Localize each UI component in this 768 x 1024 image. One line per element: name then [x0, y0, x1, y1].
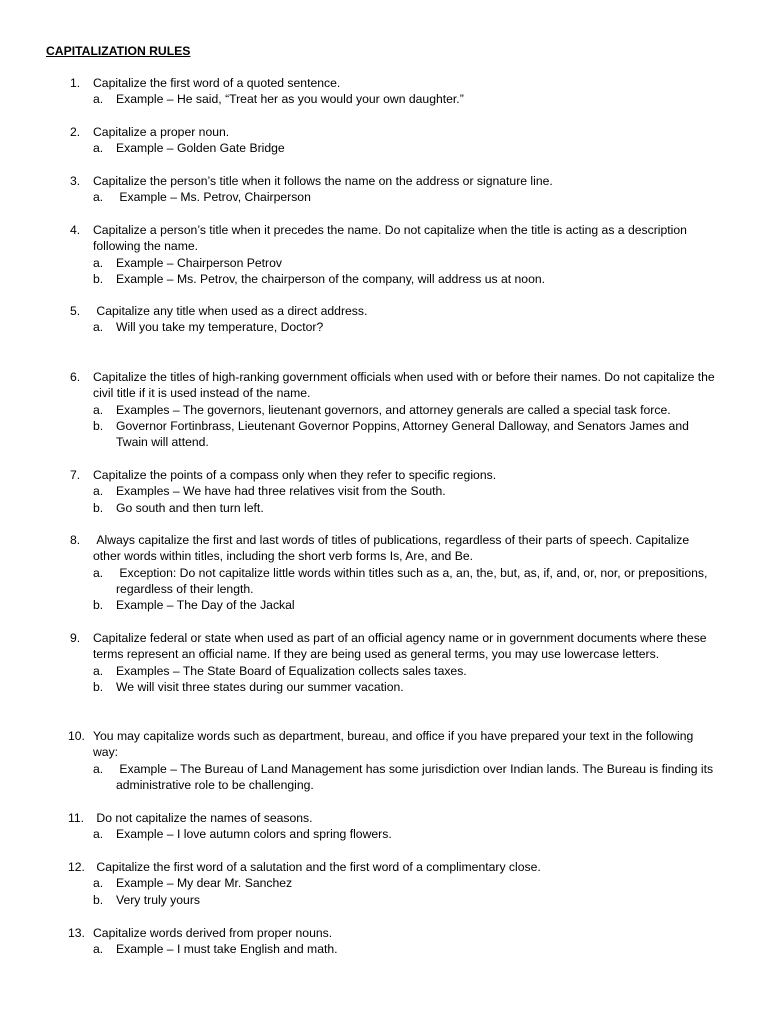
rule-subitem [0, 255, 768, 271]
subitem-letter: b. [93, 679, 104, 694]
rule-number: 9. [70, 631, 81, 645]
rule-subitem [0, 319, 768, 335]
rule-subitem [0, 761, 768, 794]
rule-text: Capitalize the first word of a quoted sentence. [93, 76, 341, 90]
subitem-text: Example – The Day of the Jackal [116, 598, 295, 613]
rule-text: Always capitalize the first and last words of titles of publications, regardless of their parts of speech. Capitalize other words within titles, including the short verb forms Is, Are, and Be. [93, 533, 693, 564]
subitem-letter: b. [93, 418, 104, 433]
rule-item [0, 810, 768, 843]
rule-number: 8. [70, 533, 81, 547]
rule-row [0, 810, 768, 826]
rule-subitem [0, 663, 768, 679]
subitem-text: Example – He said, “Treat her as you would your own daughter.” [116, 92, 464, 107]
rule-text: Capitalize a person’s title when it precedes the name. Do not capitalize when the title is acting as a description following the name. [93, 223, 691, 254]
rule-subitem [0, 271, 768, 287]
rule-subitem [0, 418, 768, 451]
subitem-text: Governor Fortinbrass, Lieutenant Governor Poppins, Attorney General Dalloway, and Senators James and Twain will attend. [116, 418, 693, 450]
rule-text: You may capitalize words such as department, bureau, and office if you have prepared your text in the following way: [93, 729, 697, 760]
rule-text: Capitalize federal or state when used as part of an official agency name or in government documents where these terms represent an official name. If they are being used as general terms, you may use lowercase letters. [93, 631, 710, 662]
rule-row [0, 124, 768, 140]
subitem-text: Examples – The State Board of Equalization collects sales taxes. [116, 663, 467, 678]
rule-subitem [0, 875, 768, 891]
rule-subitem [0, 941, 768, 957]
subitem-text: Example – My dear Mr. Sanchez [116, 876, 293, 891]
rule-subitem [0, 565, 768, 598]
rule-text: Capitalize any title when used as a direct address. [93, 304, 368, 318]
rule-row [0, 925, 768, 941]
rule-subitem [0, 140, 768, 156]
subitem-text: Go south and then turn left. [116, 500, 264, 515]
subitem-letter: b. [93, 271, 104, 286]
rule-subitem [0, 679, 768, 695]
subitem-letter: b. [93, 598, 104, 613]
document-title: CAPITALIZATION RULES [46, 44, 191, 58]
subitem-letter: b. [93, 892, 104, 907]
rule-number: 5. [70, 304, 81, 318]
subitem-letter: a. [93, 255, 104, 270]
rule-text: Capitalize the points of a compass only when they refer to specific regions. [93, 468, 497, 482]
rule-row [0, 222, 768, 255]
subitem-text: Will you take my temperature, Doctor? [116, 320, 324, 335]
rule-number: 13. [68, 926, 85, 940]
rule-item [0, 75, 768, 108]
subitem-letter: a. [93, 320, 104, 335]
rule-subitem [0, 500, 768, 516]
rule-item [0, 303, 768, 336]
subitem-text: Example – Chairperson Petrov [116, 255, 282, 270]
rule-item [0, 467, 768, 516]
rule-item [0, 728, 768, 793]
subitem-text: Examples – The governors, lieutenant governors, and attorney generals are called a special task force. [116, 402, 671, 417]
rule-number: 2. [70, 125, 81, 139]
rule-text: Capitalize the titles of high-ranking government officials when used with or before their names. Do not capitalize the civil title if it is used instead of the name. [93, 370, 719, 401]
rule-text: Capitalize a proper noun. [93, 125, 230, 139]
rule-subitem [0, 597, 768, 613]
rule-subitem [0, 189, 768, 205]
subitem-letter: a. [93, 876, 104, 891]
rule-subitem [0, 892, 768, 908]
subitem-text: Very truly yours [116, 892, 200, 907]
subitem-text: We will visit three states during our summer vacation. [116, 679, 404, 694]
rule-number: 1. [70, 76, 81, 90]
subitem-letter: a. [93, 565, 104, 580]
rule-item [0, 369, 768, 450]
subitem-text: Exception: Do not capitalize little words within titles such as a, an, the, but, as, if, and, or, nor, or prepositions, regardless of their length. [116, 565, 711, 596]
subitem-letter: a. [93, 92, 104, 107]
subitem-letter: a. [93, 663, 104, 678]
rule-text: Capitalize the person’s title when it follows the name on the address or signature line. [93, 174, 553, 188]
rule-item [0, 173, 768, 206]
rule-row [0, 630, 768, 663]
rule-number: 11. [68, 811, 85, 825]
subitem-text: Example – Ms. Petrov, the chairperson of the company, will address us at noon. [116, 271, 546, 286]
subitem-letter: a. [93, 827, 104, 842]
rule-subitem [0, 402, 768, 418]
rule-number: 12. [68, 860, 85, 874]
subitem-letter: a. [93, 761, 104, 776]
subitem-text: Examples – We have had three relatives visit from the South. [116, 484, 446, 499]
subitem-text: Example – The Bureau of Land Management has some jurisdiction over Indian lands. The Bureau is finding its administrative role to be challenging. [116, 761, 717, 792]
rule-text: Do not capitalize the names of seasons. [93, 811, 313, 825]
rule-number: 4. [70, 223, 81, 237]
subitem-letter: a. [93, 942, 104, 957]
rule-subitem [0, 826, 768, 842]
rule-row [0, 532, 768, 565]
subitem-text: Example – Golden Gate Bridge [116, 141, 285, 156]
rule-item [0, 124, 768, 157]
rule-row [0, 467, 768, 483]
subitem-text: Example – I love autumn colors and spring flowers. [116, 827, 392, 842]
subitem-letter: b. [93, 500, 104, 515]
rule-item [0, 925, 768, 958]
subitem-letter: a. [93, 190, 104, 205]
rule-item [0, 859, 768, 908]
subitem-text: Example – I must take English and math. [116, 942, 338, 957]
rule-number: 3. [70, 174, 81, 188]
subitem-letter: a. [93, 141, 104, 156]
rule-item [0, 222, 768, 287]
rule-item [0, 630, 768, 695]
rule-number: 7. [70, 468, 81, 482]
rule-number: 10. [68, 729, 85, 743]
rule-row [0, 303, 768, 319]
rule-subitem [0, 483, 768, 499]
rule-text: Capitalize the first word of a salutation and the first word of a complimentary close. [93, 860, 541, 874]
rule-subitem [0, 91, 768, 107]
rule-item [0, 532, 768, 613]
rule-row [0, 369, 768, 402]
subitem-letter: a. [93, 484, 104, 499]
subitem-letter: a. [93, 402, 104, 417]
rule-row [0, 728, 768, 761]
subitem-text: Example – Ms. Petrov, Chairperson [116, 190, 311, 205]
rule-row [0, 173, 768, 189]
rule-number: 6. [70, 370, 81, 384]
rule-row [0, 75, 768, 91]
rule-text: Capitalize words derived from proper nouns. [93, 926, 333, 940]
rule-row [0, 859, 768, 875]
